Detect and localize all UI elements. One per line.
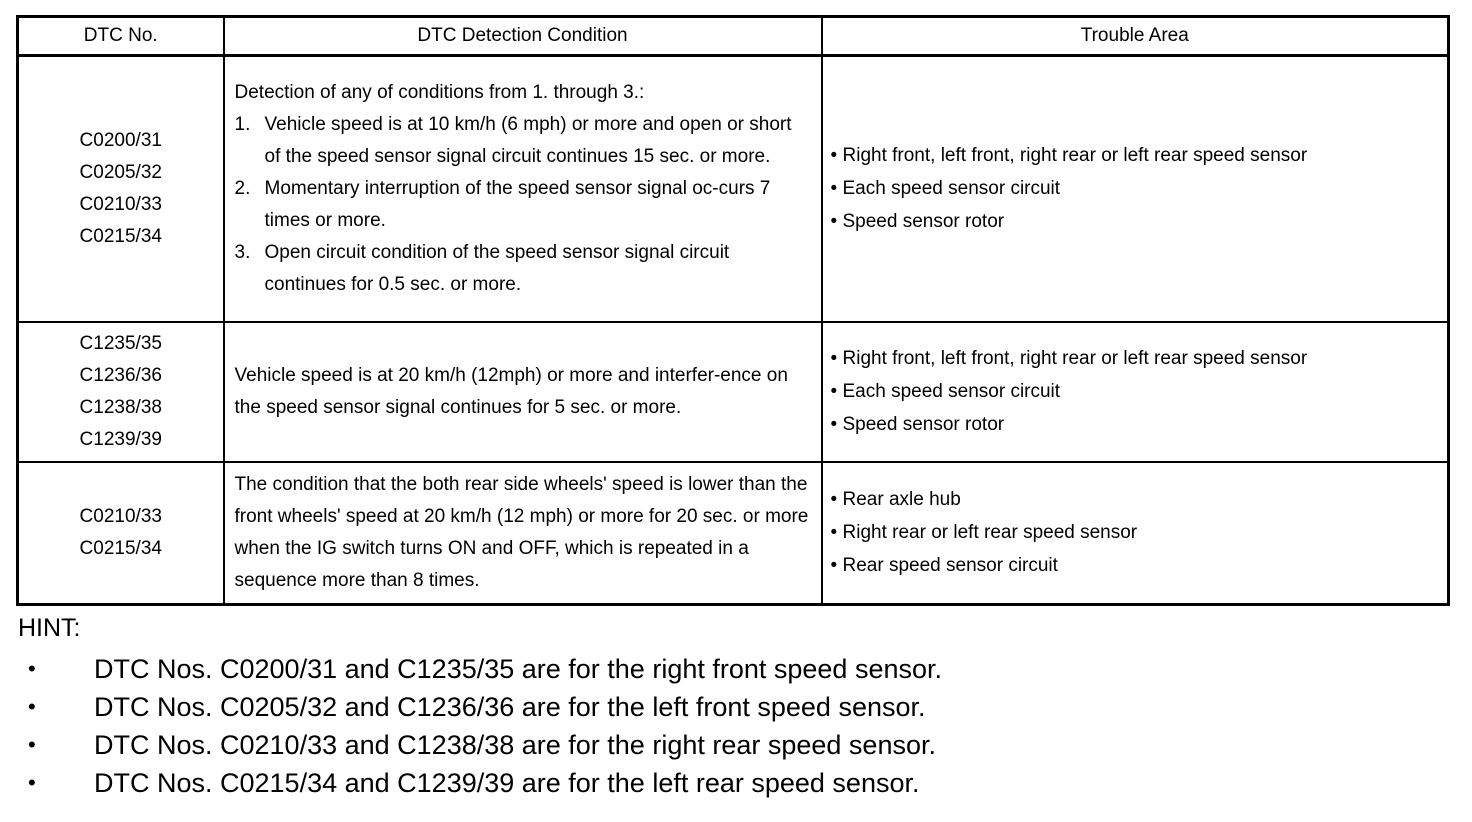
condition-number: 3.	[234, 241, 251, 263]
condition-number: 1.	[234, 113, 251, 135]
condition-text: Vehicle speed is at 10 km/h (6 mph) or more and open or short of the speed sensor signal circuit continues 15 sec. or more.	[264, 113, 792, 167]
trouble-item	[831, 342, 1440, 375]
condition-item	[235, 173, 809, 237]
table-row	[18, 322, 1449, 462]
trouble-area-cell	[822, 462, 1449, 605]
trouble-item	[831, 549, 1440, 582]
hint-text: DTC Nos. C0210/33 and C1238/38 are for the right rear speed sensor.	[94, 730, 936, 760]
bullet-icon: •	[830, 522, 838, 543]
trouble-area-cell	[822, 322, 1449, 462]
trouble-text: Rear axle hub	[842, 489, 961, 510]
trouble-text: Right front, left front, right rear or left rear speed sensor	[842, 145, 1308, 167]
trouble-text: Right front, left front, right rear or left rear speed sensor	[842, 348, 1308, 369]
bullet-icon: •	[28, 770, 36, 795]
table-row	[18, 56, 1449, 322]
trouble-text: Speed sensor rotor	[842, 414, 1005, 435]
trouble-item	[831, 172, 1440, 205]
bullet-icon: •	[28, 732, 36, 757]
dtc-codes-cell	[18, 322, 224, 462]
condition-item	[235, 109, 809, 173]
trouble-area-cell	[822, 56, 1449, 322]
condition-number: 2.	[234, 177, 251, 199]
condition-item	[235, 237, 809, 301]
trouble-item	[831, 483, 1440, 516]
dtc-codes-cell	[18, 462, 224, 605]
condition-list	[235, 109, 809, 301]
bullet-icon: •	[830, 381, 838, 402]
trouble-text: Rear speed sensor circuit	[842, 555, 1058, 576]
bullet-icon: •	[28, 694, 36, 719]
trouble-text: Right rear or left rear speed sensor	[842, 522, 1138, 543]
bullet-icon: •	[830, 211, 838, 233]
header-detection-condition: DTC Detection Condition	[224, 17, 822, 56]
condition-text: Momentary interruption of the speed sensor signal oc-curs 7 times or more.	[264, 177, 771, 231]
condition-text: The condition that the both rear side wheels' speed is lower than the front wheels' speed at 20 km/h (12 mph) or more for 20 sec. or more when the IG switch turns ON and OFF, which is repeated in a sequence more than 8 times.	[234, 473, 809, 591]
hint-text: DTC Nos. C0205/32 and C1236/36 are for the left front speed sensor.	[94, 692, 926, 722]
trouble-text: Speed sensor rotor	[842, 211, 1005, 233]
dtc-code: C1235/35	[79, 332, 162, 354]
trouble-item	[831, 205, 1440, 238]
header-dtc-no: DTC No.	[18, 17, 224, 56]
bullet-icon: •	[830, 145, 838, 167]
trouble-item	[831, 139, 1440, 172]
table-header-row	[18, 17, 1449, 56]
condition-text: Vehicle speed is at 20 km/h (12mph) or more and interfer-ence on the speed sensor signal continues for 5 sec. or more.	[234, 364, 788, 418]
dtc-code: C0205/32	[79, 161, 162, 183]
trouble-list	[831, 139, 1440, 238]
trouble-text: Each speed sensor circuit	[842, 178, 1061, 200]
dtc-code: C0215/34	[79, 537, 162, 559]
dtc-code: C1236/36	[79, 364, 162, 386]
header-trouble-area: Trouble Area	[822, 17, 1449, 56]
detection-condition-cell	[224, 462, 822, 605]
dtc-code: C0215/34	[79, 225, 162, 247]
trouble-item	[831, 375, 1440, 408]
table-row	[18, 462, 1449, 605]
hint-text: DTC Nos. C0200/31 and C1235/35 are for the right front speed sensor.	[94, 654, 942, 684]
trouble-text: Each speed sensor circuit	[842, 381, 1061, 402]
trouble-list	[831, 342, 1440, 441]
dtc-table	[16, 15, 1450, 606]
trouble-item	[831, 516, 1440, 549]
detection-condition-cell	[224, 322, 822, 462]
hint-text: DTC Nos. C0215/34 and C1239/39 are for the left rear speed sensor.	[94, 768, 920, 798]
condition-intro: Detection of any of conditions from 1. through 3.:	[234, 81, 645, 103]
bullet-icon: •	[830, 414, 838, 435]
bullet-icon: •	[830, 348, 838, 369]
dtc-codes-cell	[18, 56, 224, 322]
bullet-icon: •	[830, 489, 838, 510]
detection-condition-cell	[224, 56, 822, 322]
bullet-icon: •	[830, 555, 838, 576]
dtc-code: C0200/31	[79, 129, 162, 151]
dtc-code: C0210/33	[79, 505, 162, 527]
dtc-code: C1239/39	[79, 428, 162, 450]
condition-text: Open circuit condition of the speed sensor signal circuit continues for 0.5 sec. or more.	[264, 241, 730, 295]
trouble-list	[831, 483, 1440, 582]
dtc-code: C0210/33	[79, 193, 162, 215]
bullet-icon: •	[830, 178, 838, 200]
hint-title: HINT:	[18, 614, 81, 642]
trouble-item	[831, 408, 1440, 441]
bullet-icon: •	[28, 656, 36, 681]
dtc-code: C1238/38	[79, 396, 162, 418]
